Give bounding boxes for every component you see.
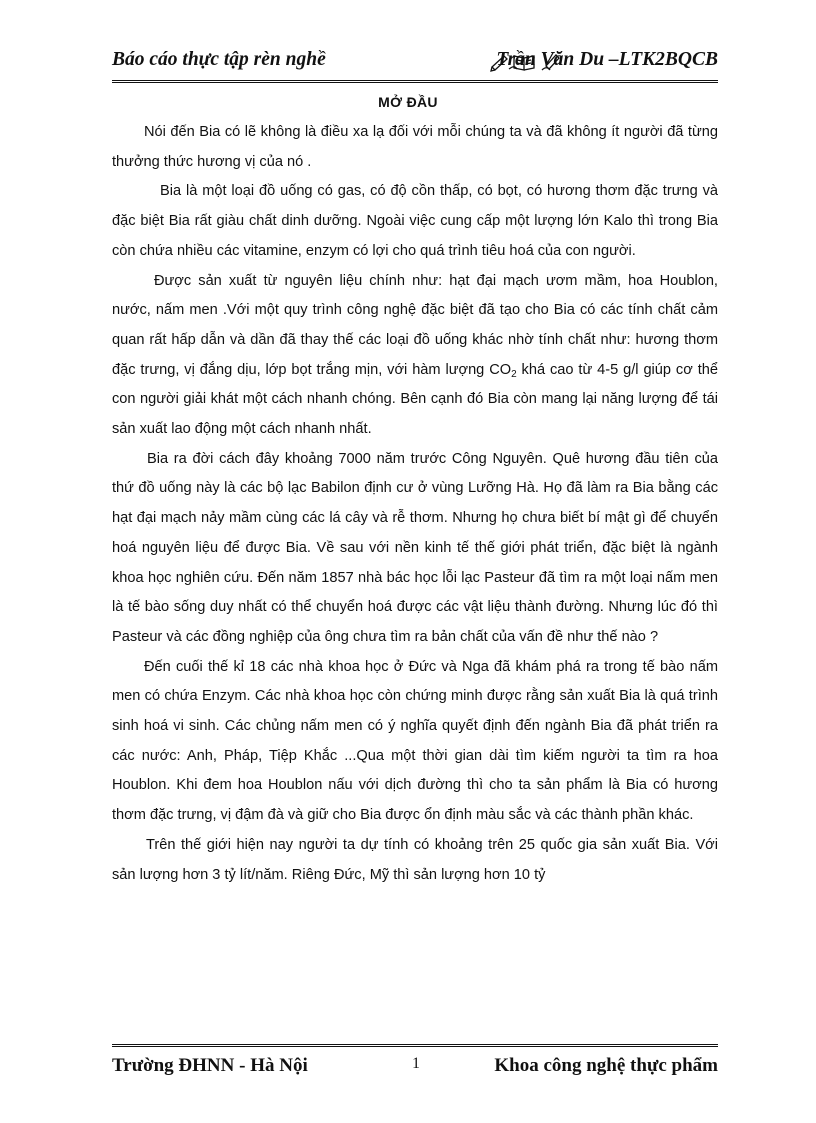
footer-faculty: Khoa công nghệ thực phẩm bbox=[494, 1055, 718, 1076]
paragraph: Nói đến Bia có lẽ không là điều xa lạ đối với mỗi chúng ta và đã không ít người đã từng thưởng thức hương vị của nó . bbox=[112, 124, 718, 170]
footer-university: Trường ĐHNN - Hà Nội bbox=[112, 1055, 308, 1076]
paragraph bbox=[112, 267, 718, 445]
page-header bbox=[112, 46, 718, 83]
paragraph: Trên thế giới hiện nay người ta dự tính có khoảng trên 25 quốc gia sản xuất Bia. Với sản lượng hơn 3 tỷ lít/năm. Riêng Đức, Mỹ thì sản lượng hơn 10 tỷ bbox=[112, 836, 718, 883]
section-title: MỞ ĐẦU bbox=[378, 94, 438, 110]
header-report-title: Báo cáo thực tập rèn nghề bbox=[112, 49, 326, 70]
header-author: Trần Văn Du –LTK2BQCB bbox=[496, 49, 718, 70]
paragraph: Bia là một loại đồ uống có gas, có độ cồn thấp, có bọt, có hương thơm đặc trưng và đặc biệt Bia rất giàu chất dinh dưỡng. Ngoài việc cung cấp một lượng lớn Kalo thì trong Bia còn chứa nhiều các vitamine, enzym có lợi cho quá trình tiêu hoá của con người. bbox=[112, 183, 718, 259]
page-footer bbox=[112, 1044, 718, 1083]
paragraph: Đến cuối thế kỉ 18 các nhà khoa học ở Đức và Nga đã khám phá ra trong tế bào nấm men có chứa Enzym. Các nhà khoa học còn chứng minh được rằng sản xuất Bia là quá trình sinh hoá vi sinh. Các chủng nấm men có ý nghĩa quyết định đến ngành Bia đã phát triển ra các nước: Anh, Pháp, Tiệp Khắc ...Qua một thời gian dài tìm kiếm người ta tìm ra hoa Houblon. Khi đem hoa Houblon nấu với dịch đường thì cho ta sản phẩm là Bia có hương thơm đặc trưng, vị đậm đà và giữ cho Bia được ổn định màu sắc và các thành phần khác. bbox=[112, 658, 718, 824]
page-number: 1 bbox=[412, 1055, 420, 1072]
paragraph-text: Được sản xuất từ nguyên liệu chính như: hạt đại mạch ươm mầm, hoa Houblon, nước, nấm men .Với một quy trình công nghệ đặc biệt đã tạo cho Bia có các tính chất cảm quan rất hấp dẫn và dần đã thay thế các loại đồ uống khác nhờ tính chất như: hương thơm đặc trưng, vị đắng dịu, lớp bọt trắng mịn, với hàm lượng CO bbox=[112, 272, 718, 378]
paragraph: Bia ra đời cách đây khoảng 7000 năm trước Công Nguyên. Quê hương đầu tiên của thứ đồ uống này là các bộ lạc Babilon định cư ở vùng Lưỡng Hà. Họ đã làm ra Bia bằng các hạt đại mạch nảy mầm cùng các lá cây và rễ thơm. Nhưng họ chưa biết bí mật gì để chuyển hoá nguyên liệu để được Bia. Về sau với nền kinh tế thế giới phát triển, đặc biệt là ngành khoa học nghiên cứu. Đến năm 1857 nhà bác học lỗi lạc Pasteur đã tìm ra một loại nấm men là tế bào sống duy nhất có thể chuyển hoá được các vật liệu thành đường. Nhưng lúc đó thì Pasteur và các đồng nghiệp của ông chưa tìm ra bản chất của vấn đề như thế nào ? bbox=[112, 450, 718, 645]
paragraph-text: khá cao từ 4-5 g/l giúp cơ thể con người giải khát một cách nhanh chóng. Bên cạnh đó Bia còn mang lại năng lượng để tái sản xuất lao động một cách nhanh nhất. bbox=[112, 361, 718, 438]
subscript: 2 bbox=[511, 368, 517, 380]
document-body bbox=[112, 118, 718, 890]
